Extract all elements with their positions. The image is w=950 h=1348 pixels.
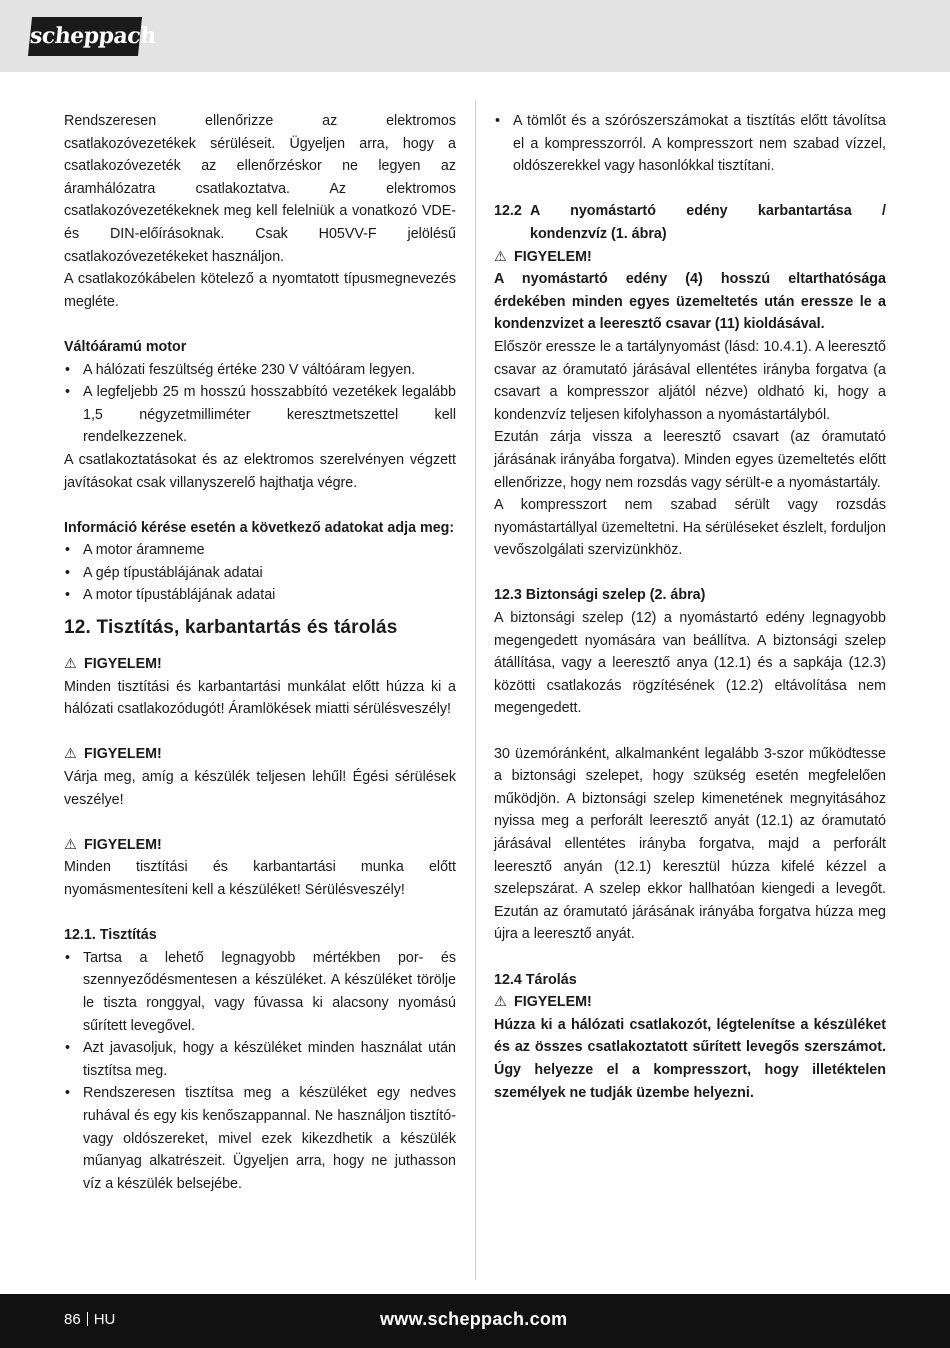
electrician-note: A csatlakoztatásokat és az elektromos szerelvényen végzett javításokat csak villanyszerelő hajthatja végre. [64, 451, 456, 491]
column-divider [475, 100, 476, 1280]
warning-icon: ⚠ [64, 836, 77, 853]
storage-warning: Húzza ki a hálózati csatlakozót, légtelenítse a készüléket és az összes csatlakoztatott sűrített levegős szerszámot. Úgy helyezze el a kompresszort, hogy illetéktelen személyek ne tudják üzembe helyezni. [494, 1016, 886, 1101]
warning-icon: ⚠ [64, 656, 77, 673]
warning-icon: ⚠ [494, 994, 507, 1011]
warning-text: Várja meg, amíg a készülék teljesen lehűl! Égési sérülések veszélye! [64, 769, 456, 808]
website-link[interactable]: www.scheppach.com [380, 1309, 568, 1329]
list-item: • A legfeljebb 25 m hosszú hosszabbító vezetékek legalább 1,5 négyzetmilliméter keresztmetszettel kell rendelkezzenek. [64, 381, 456, 449]
right-column [494, 110, 886, 1104]
warning-text: Minden tisztítási és karbantartási munka előtt nyomásmentesíteni kell a készüléket! Sérülésveszély! [64, 859, 456, 898]
cleaning-list [64, 947, 456, 1196]
condensate-warning: A nyomástartó edény (4) hosszú eltarthatósága érdekében minden egyes üzemeltetés után eressze le a kondenzvizet a leeresztő csavar (11) kioldásával. [494, 271, 886, 333]
cable-marking-paragraph: A csatlakozókábelen kötelező a nyomtatott típusmegnevezés megléte. [64, 271, 456, 310]
safety-valve-paragraph: 30 üzemóránként, alkalmanként legalább 3-szor működtesse a biztonsági szelepet, hogy szükség esetén megfelelően működjön. A biztonsági szelep kimenetének megnyitásához nyissa meg a perforált leeresztő anyát (12.1) az óramutató járásával ellentétes irányba forgatva, majd a perforált leeresztő anyán (12.1) keresztül húzza kifelé kézzel a szelepszárat. A szelep ekkor hallhatóan kiengedi a levegőt. Ezután az óramutató járásának irányába forgatva húzza meg újra a leeresztő anyát. [494, 745, 886, 943]
left-column [64, 110, 456, 1195]
language-code: HU [93, 1311, 116, 1328]
warning-label: ⚠ FIGYELEM! [64, 653, 456, 676]
list-item: • Tartsa a lehető legnagyobb mértékben por- és szennyeződésmentesen a készüléket. A készüléket törölje le tiszta ronggyal, vagy fúvassa ki alacsony nyomású sűrített levegővel. [64, 947, 456, 1037]
list-item: • A gép típustáblájának adatai [64, 562, 456, 585]
intro-first-line: Rendszeresen ellenőrizze az elektromos [64, 113, 456, 129]
page-number: 86 HU [64, 1311, 116, 1328]
scheppach-logo: scheppach [28, 17, 142, 56]
list-item: • A hálózati feszültség értéke 230 V váltóáram legyen. [64, 359, 456, 382]
list-item: • A tömlőt és a szórószerszámokat a tisztítás előtt távolítsa el a kompresszorról. A kompresszort nem szabad vízzel, oldószerekkel vagy hasonlókkal tisztítani. [494, 110, 886, 178]
safety-valve-paragraph: A biztonsági szelep (12) a nyomástartó edény legnagyobb megengedett nyomására van beállítva. A biztonsági szelep átállítása, vagy a leeresztő anya (12.1) és a sapkája (12.3) közötti csatlakozás rögzítésének (12.2) eltávolítása nem megengedett. [494, 610, 886, 717]
hose-list [494, 110, 886, 178]
warning-label: ⚠ FIGYELEM! [494, 246, 886, 269]
motor-list [64, 359, 456, 449]
cleaning-heading: 12.1. Tisztítás [64, 927, 157, 944]
warning-text: Minden tisztítási és karbantartási munkálat előtt húzza ki a hálózati csatlakozódugót! Áramlökések miatti sérülésveszély! [64, 678, 456, 718]
list-item: • Azt javasoljuk, hogy a készüléket minden használat után tisztítsa meg. [64, 1037, 456, 1082]
warning-label: ⚠ FIGYELEM! [494, 991, 886, 1014]
condensate-paragraph: Ezután zárja vissza a leeresztő csavart (az óramutató járásának irányába forgatva). Minden egyes üzemeltetés előtt ellenőrizze, hogy nem rozsdás vagy sérült-e a nyomástartály. [494, 429, 886, 491]
condensate-paragraph: A kompresszort nem szabad sérült vagy rozsdás nyomástartállyal üzemeltetni. Ha sérüléseket észlelt, forduljon vevőszolgálati szervizünkhöz. [494, 497, 886, 559]
list-item: • Rendszeresen tisztítsa meg a készüléket egy nedves ruhával és egy kis kenőszappannal. Ne használjon tisztító- vagy oldószereket, mivel ezek kikezdhetik a készülék műanyag alkatrészeit. Ügyeljen arra, hogy ne juthasson víz a készülék belsejébe. [64, 1082, 456, 1195]
section-12-2-heading: 12.2 A nyomástartó edény karbantartása / [494, 203, 886, 220]
page-header [0, 0, 950, 72]
condensate-paragraph: Először eressze le a tartálynyomást (lásd: 10.4.1). A leeresztő csavar az óramutató járásával ellentétes irányba forgatva (a csavart a kompresszor aljától nézve) oldható ki, hogy a kondenzvíz teljesen kifolyhasson a nyomástartályból. [494, 338, 886, 423]
section-12-3-heading: 12.3 Biztonsági szelep (2. ábra) [494, 587, 706, 604]
warning-label: ⚠ FIGYELEM! [64, 743, 456, 766]
section-12-2-heading-line2: kondenzvíz (1. ábra) [530, 225, 667, 242]
warning-icon: ⚠ [64, 746, 77, 763]
warning-icon: ⚠ [494, 248, 507, 265]
list-item: • A motor áramneme [64, 539, 456, 562]
section-title: 12. Tisztítás, karbantartás és tárolás [64, 617, 398, 639]
intro-paragraph: csatlakozóvezetékek sérüléseit. Ügyeljen arra, hogy a csatlakozóvezeték az ellenőrzéskor ne legyen az áramhálózatra csatlakoztatva. Az elektromos csatlakozóvezetékeknek meg kell felelniük a vonatkozó VDE- és DIN-előírásoknak. Csak H05VV-F jelölésű csatlakozóvezetékeket használjon. [64, 135, 456, 265]
section-12-4-heading: 12.4 Tárolás [494, 971, 577, 988]
info-list [64, 539, 456, 607]
page-footer [0, 1294, 950, 1348]
info-heading: Információ kérése esetén a következő adatokat adja meg: [64, 519, 455, 536]
warning-label: ⚠ FIGYELEM! [64, 834, 456, 857]
list-item: • A motor típustáblájának adatai [64, 584, 456, 607]
motor-heading: Váltóáramú motor [64, 338, 187, 355]
